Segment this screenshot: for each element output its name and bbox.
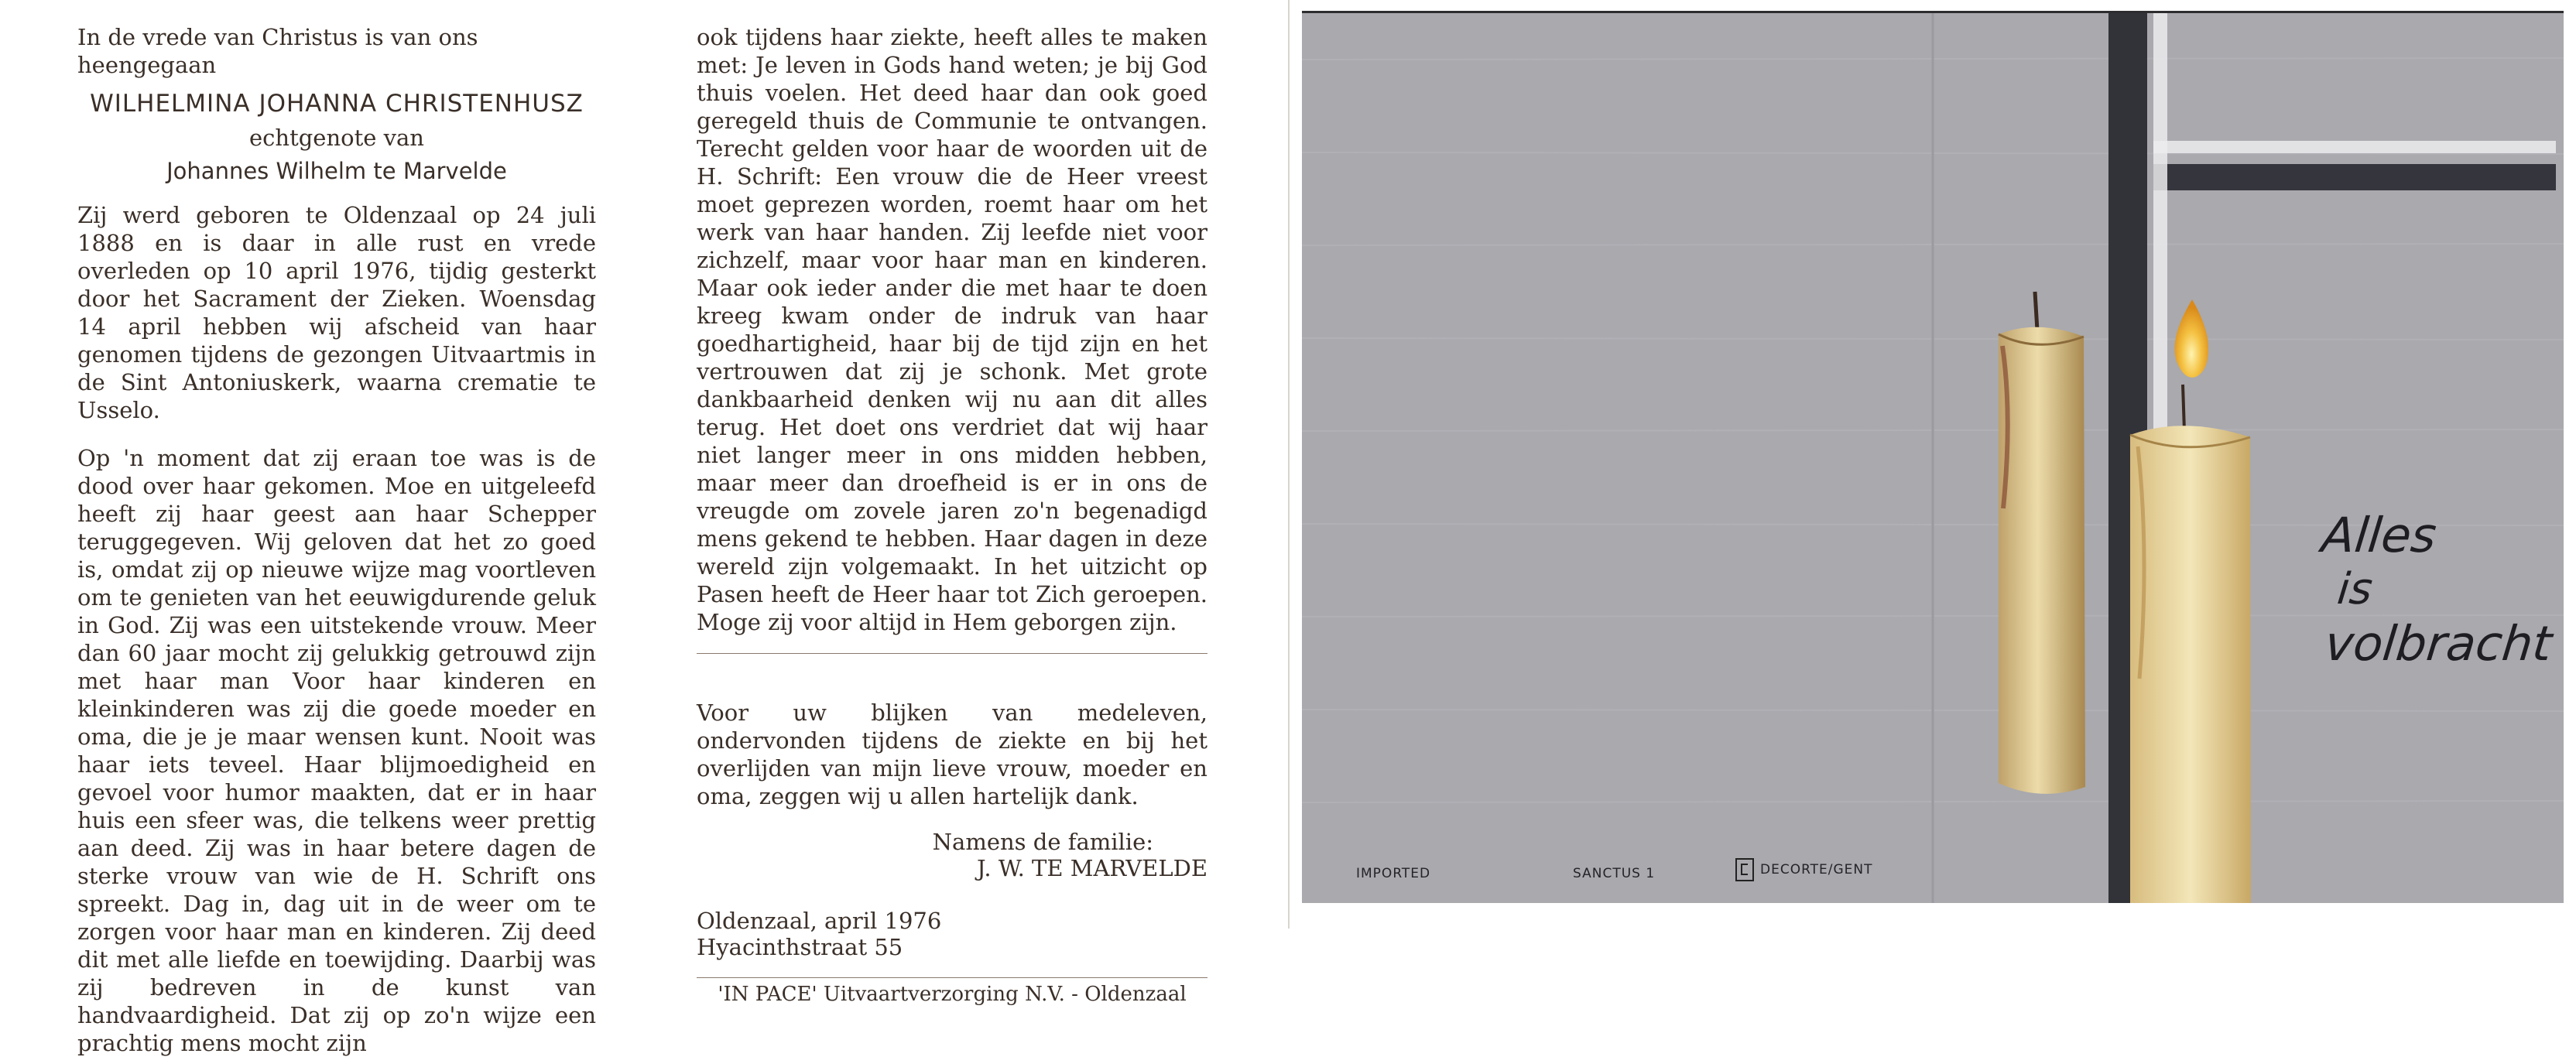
- place-address: [697, 908, 1208, 960]
- candle-illustration-left: [1999, 292, 2085, 794]
- caption-imported: IMPORTED: [1356, 866, 1431, 881]
- page-fold: [1288, 0, 1290, 929]
- decorte-logo-icon: [1735, 858, 1754, 881]
- tribute-continuation: ook tijdens haar ziekte, heeft alles te maken met: Je leven in Gods hand weten; je bij God thuis voelen. Het deed haar dan ook goed geregeld thuis de Communie te ontvangen. Terecht gelden voor haar de woorden uit de H. Schrift: Een vrouw die de Heer vreest moet geprezen worden, roemt haar om het werk van haar handen. Zij leefde niet voor zichzelf, maar voor haar man en kinderen. Maar ook ieder ander die met haar te doen kreeg kwam onder de indruk van haar goedhartigheid, haar bij de tijd zijn en het vertrouwen dat zij je schonk. Met grote dankbaarheid denken wij nu aan dit alles terug. Het doet ons verdriet dat wij haar niet langer meer in ons midden hebben, maar meer dan droefheid is er in ons de vreugde om zovele jaren zo'n begenadigd mens gekend te hebben. Haar dagen in deze wereld zijn volgemaakt. In het uitzicht op Pasen heeft de Heer haar tot Zich geroepen. Moge zij voor altijd in Hem geborgen zijn.: [697, 24, 1208, 635]
- memorial-cover-page: [1302, 0, 2576, 929]
- footer-divider: [697, 977, 1208, 978]
- caption-brand: [1735, 858, 1873, 881]
- flame-icon: [2175, 299, 2209, 378]
- biography-paragraph: Zij werd geboren te Oldenzaal op 24 juli 1888 en is daar in alle rust en vrede overleden op 10 april 1976, tijdig gesterkt door het Sacrament der Zieken. Woensdag 14 april hebben wij afscheid van haar genomen tijdens de gezongen Uitvaartmis in de Sint Antoniuskerk, waarna crematie te Usselo.: [77, 202, 596, 423]
- candle-illustration-right: [2130, 385, 2251, 903]
- cover-illustration: [1302, 13, 2564, 903]
- tribute-paragraph: Op 'n moment dat zij eraan toe was is de dood over haar gekomen. Moe en uitgeleefd heeft zij haar geest aan haar Schepper teruggegeven. Wij geloven dat het zo goed is, omdat zij op nieuwe wijze mag voortleven om te genieten van het eeuwigdurende geluk in God. Zij was een uitstekende vrouw. Meer dan 60 jaar mocht zij gelukkig getrouwd zijn met haar man Voor haar kinderen en kleinkinderen was zij die goede moeder en oma, die je je maar wensen kunt. Nooit was haar iets teveel. Haar blijmoedigheid en gevoel voor humor maakten, dat er in haar huis een sfeer was, die telkens weer prettig aan deed. Zij was in haar betere dagen de sterke vrouw van wie de H. Schrift ons spreekt. Dag in, dag uit in de weer om te zorgen voor haar man en kinderen. Zij deed dit met alle liefde en toewijding. Daarbij was zij bedreven in de kunst van handvaardigheid. Dat zij op zo'n wijze een prachtig mens mocht zijn: [77, 445, 596, 1056]
- section-divider: [697, 653, 1208, 654]
- family-signoff: [697, 829, 1208, 881]
- place-date: Oldenzaal, april 1976: [697, 908, 942, 934]
- memorial-text-page: [0, 0, 1285, 1056]
- caption-series: SANCTUS 1: [1573, 866, 1656, 881]
- spouse-name: Johannes Wilhelm te Marvelde: [166, 158, 507, 184]
- intro-line: In de vrede van Christus is van ons heengegaan: [77, 24, 478, 78]
- relation-line: echtgenote van: [249, 125, 424, 151]
- signoff-line-2: J. W. TE MARVELDE: [977, 855, 1208, 881]
- text-column-left: [77, 23, 596, 1057]
- thanks-paragraph: Voor uw blijken van medeleven, ondervonden tijdens de ziekte en bij het overlijden van mijn lieve vrouw, moeder en oma, zeggen wij u allen hartelijk dank.: [697, 700, 1208, 809]
- text-column-right: [697, 23, 1208, 1006]
- cover-title: [2319, 507, 2555, 672]
- cover-title-line-2: is: [2334, 564, 2376, 614]
- signoff-line-1: Namens de familie:: [932, 829, 1153, 855]
- undertaker-footer: 'IN PACE' Uitvaartverzorging N.V. - Oldenzaal: [718, 983, 1187, 1006]
- street-address: Hyacinthstraat 55: [697, 934, 903, 960]
- caption-brand-text: DECORTE/GENT: [1760, 862, 1873, 877]
- cover-title-line-1: Alles: [2319, 507, 2440, 563]
- cover-card: [1302, 11, 2564, 903]
- cover-title-line-3: volbracht: [2322, 615, 2555, 672]
- deceased-name: WILHELMINA JOHANNA CHRISTENHUSZ: [90, 90, 584, 118]
